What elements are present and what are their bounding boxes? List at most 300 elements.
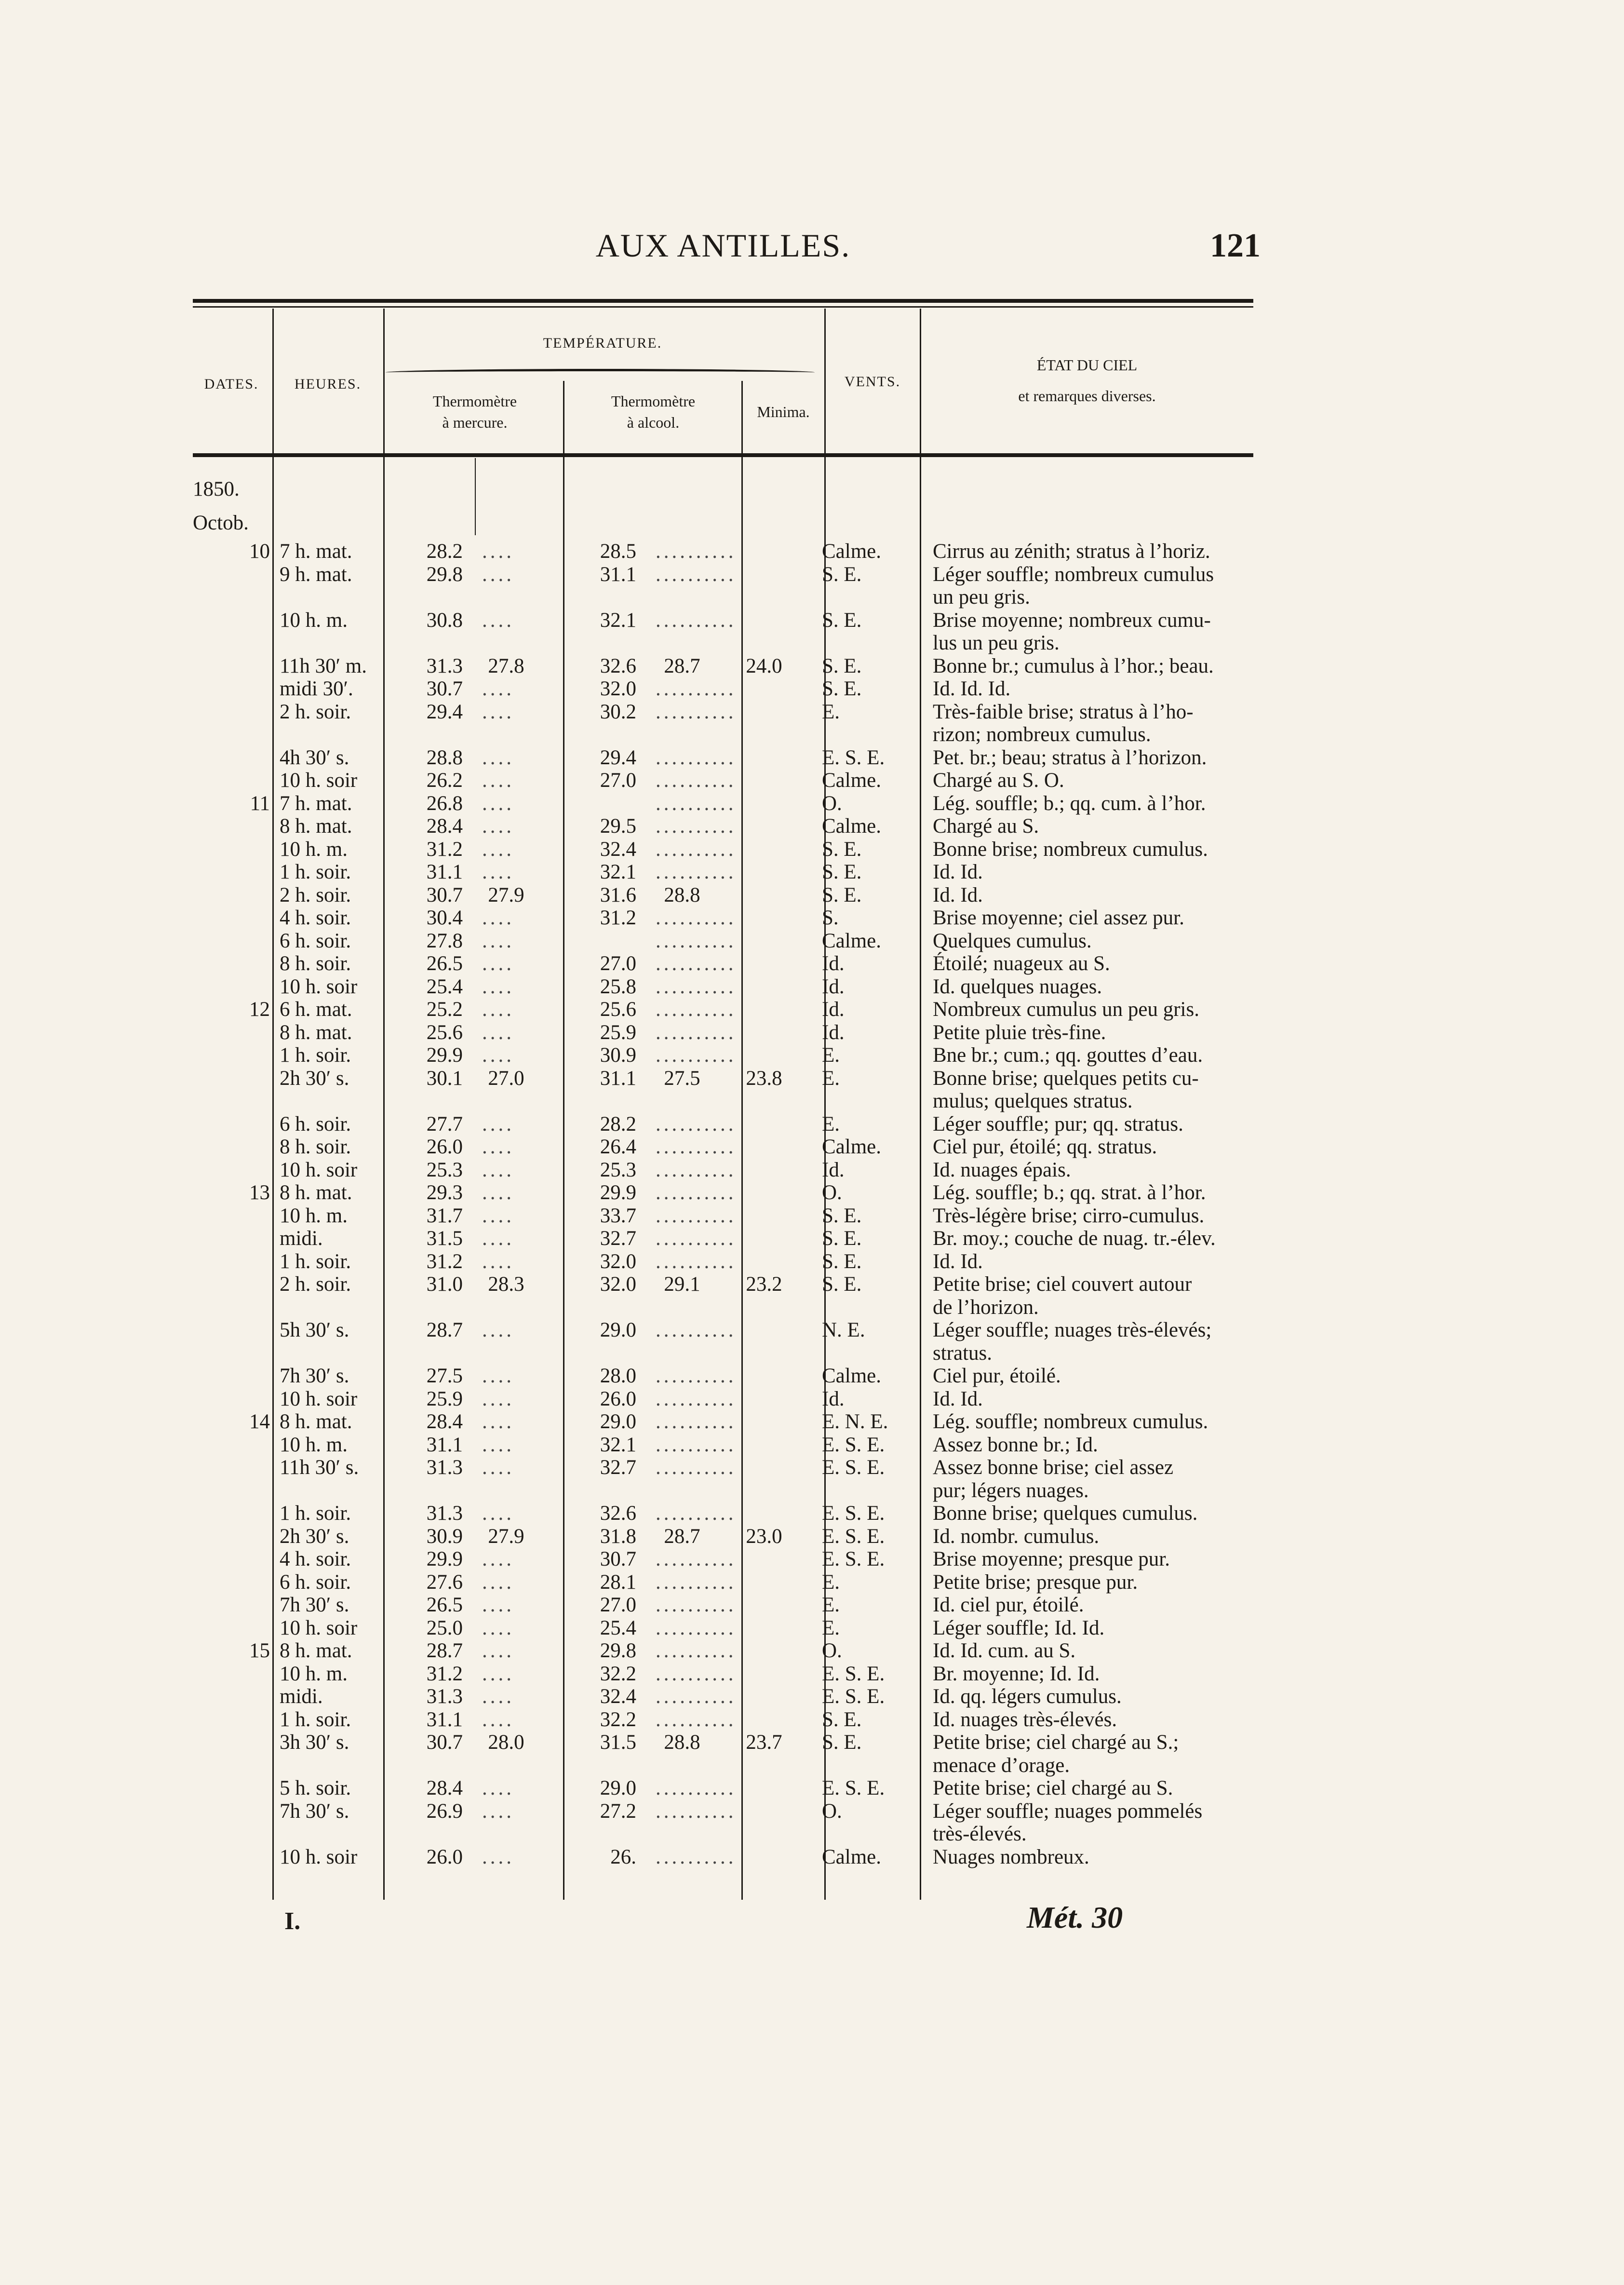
leader-dots: .......... <box>656 998 737 1021</box>
minima-cell: 23.8 <box>746 1067 782 1090</box>
heure-cell: 8 h. mat. <box>280 815 352 838</box>
vent-cell: E. S. E. <box>822 746 885 769</box>
etat-cell: Bonne brise; nombreux cumulus. <box>933 838 1208 861</box>
table-row <box>193 1456 1253 1479</box>
alcool-cell: 31.8 <box>600 1525 636 1548</box>
minima-cell: 23.7 <box>746 1731 782 1754</box>
mercure-cell: 31.3 <box>426 654 463 677</box>
leader-dots: .... <box>482 746 514 769</box>
etat-cell: stratus. <box>933 1341 993 1365</box>
leader-dots: .......... <box>656 1112 737 1136</box>
vent-cell: O. <box>822 1799 842 1823</box>
table-row <box>193 1525 1253 1548</box>
etat-cell: Pet. br.; beau; stratus à l’horizon. <box>933 746 1207 769</box>
alcool-average-cell: 27.5 <box>664 1067 700 1090</box>
table-row <box>193 563 1253 586</box>
heure-cell: 7 h. mat. <box>280 792 352 815</box>
heure-cell: 9 h. mat. <box>280 563 352 586</box>
leader-dots: .......... <box>656 1250 737 1273</box>
alcool-average-cell: 28.7 <box>664 1525 700 1548</box>
alcool-cell: 29.0 <box>600 1410 636 1433</box>
alcool-cell: 32.1 <box>600 1433 636 1456</box>
vent-cell: E. S. E. <box>822 1525 885 1548</box>
leader-dots: .......... <box>656 1662 737 1685</box>
heure-cell: 2h 30′ s. <box>280 1067 349 1090</box>
alcool-cell: 31.6 <box>600 883 636 906</box>
etat-cell: Id. Id. <box>933 1250 983 1273</box>
leader-dots: .......... <box>656 815 737 838</box>
etat-cell: Lég. souffle; nombreux cumulus. <box>933 1410 1208 1433</box>
leader-dots: .......... <box>656 677 737 700</box>
table-row <box>193 723 1253 746</box>
mercure-cell: 28.2 <box>426 540 463 563</box>
alcool-cell: 31.1 <box>600 1067 636 1090</box>
etat-cell: très-élevés. <box>933 1823 1027 1845</box>
mercure-cell: 31.1 <box>426 1433 463 1456</box>
mercure-cell: 25.0 <box>426 1616 463 1639</box>
leader-dots: .......... <box>656 1616 737 1639</box>
etat-cell: Assez bonne brise; ciel assez <box>933 1456 1174 1479</box>
mercure-cell: 31.7 <box>426 1204 463 1227</box>
vent-cell: Calme. <box>822 1365 881 1387</box>
leader-dots: .......... <box>656 1044 737 1067</box>
vent-cell: S. <box>822 906 839 929</box>
mercure-cell: 27.8 <box>426 929 463 952</box>
leader-dots: .... <box>482 1708 514 1731</box>
etat-cell: de l’horizon. <box>933 1296 1039 1319</box>
heure-cell: 5 h. soir. <box>280 1777 351 1799</box>
etat-cell: Étoilé; nuageux au S. <box>933 952 1110 975</box>
leader-dots: .......... <box>656 1708 737 1731</box>
table-row <box>193 1685 1253 1708</box>
leader-dots: .... <box>482 1433 514 1456</box>
vent-cell: Id. <box>822 1021 845 1044</box>
leader-dots: .......... <box>656 1181 737 1204</box>
leader-dots: .... <box>482 1662 514 1685</box>
page-number: 121 <box>1210 227 1261 264</box>
alcool-cell: 32.2 <box>600 1708 636 1731</box>
table-row <box>193 1044 1253 1067</box>
vent-cell: E. <box>822 1112 840 1136</box>
vent-cell: Calme. <box>822 1136 881 1158</box>
vent-cell: S. E. <box>822 838 862 861</box>
alcool-cell: 32.7 <box>600 1456 636 1479</box>
heure-cell: 10 h. soir <box>280 1616 358 1639</box>
etat-cell: Id. Id. <box>933 883 983 906</box>
vent-cell: Calme. <box>822 815 881 838</box>
date-cell: 15 <box>249 1639 270 1662</box>
mercure-cell: 27.6 <box>426 1570 463 1594</box>
heure-cell: 5h 30′ s. <box>280 1319 349 1341</box>
table-row <box>193 1067 1253 1090</box>
mercure-cell: 28.8 <box>426 746 463 769</box>
mercure-average-cell: 28.0 <box>488 1731 524 1754</box>
leader-dots: .... <box>482 1365 514 1387</box>
vent-cell: O. <box>822 1639 842 1662</box>
heure-cell: 6 h. mat. <box>280 998 352 1021</box>
etat-cell: Br. moy.; couche de nuag. tr.-élev. <box>933 1227 1216 1250</box>
date-cell: 10 <box>249 540 270 563</box>
vent-cell: E. N. E. <box>822 1410 888 1433</box>
alcool-cell: 32.4 <box>600 1685 636 1708</box>
heure-cell: 2 h. soir. <box>280 1273 351 1296</box>
top-rule-thin <box>193 306 1253 308</box>
heure-cell: 4 h. soir. <box>280 906 351 929</box>
heure-cell: midi 30′. <box>280 677 353 700</box>
mercure-cell: 27.5 <box>426 1365 463 1387</box>
leader-dots: .... <box>482 769 514 792</box>
heure-cell: 1 h. soir. <box>280 1044 351 1067</box>
top-rule <box>193 299 1253 303</box>
alcool-cell: 29.0 <box>600 1777 636 1799</box>
alcool-cell: 32.1 <box>600 861 636 883</box>
mercure-cell: 31.3 <box>426 1502 463 1525</box>
etat-cell: Petite brise; ciel couvert autour <box>933 1273 1192 1296</box>
table-row <box>193 769 1253 792</box>
mercure-cell: 31.3 <box>426 1456 463 1479</box>
table-row <box>193 1823 1253 1846</box>
table-row <box>193 792 1253 815</box>
table-row <box>193 1296 1253 1319</box>
date-cell: 13 <box>249 1181 270 1204</box>
heure-cell: 8 h. mat. <box>280 1639 352 1662</box>
etat-cell: Nuages nombreux. <box>933 1845 1089 1868</box>
mercure-cell: 28.4 <box>426 1410 463 1433</box>
vent-cell: Calme. <box>822 540 881 563</box>
table-row <box>193 1181 1253 1204</box>
mercure-cell: 31.2 <box>426 1250 463 1273</box>
alcool-cell: 32.2 <box>600 1662 636 1685</box>
vent-cell: S. E. <box>822 1250 862 1273</box>
heure-cell: 10 h. m. <box>280 1662 348 1685</box>
column-header-therm-alcool <box>564 391 742 433</box>
mercure-cell: 30.8 <box>426 608 463 632</box>
vent-cell: S. E. <box>822 1708 862 1731</box>
table-row <box>193 906 1253 930</box>
mercure-average-cell: 27.9 <box>488 883 524 906</box>
mercure-cell: 30.9 <box>426 1525 463 1548</box>
date-cell: 11 <box>250 792 270 815</box>
table-row <box>193 540 1253 563</box>
footer-signature: I. <box>284 1907 301 1935</box>
table-row <box>193 975 1253 999</box>
leader-dots: .......... <box>656 1594 737 1616</box>
observations-table <box>193 540 1253 1868</box>
heure-cell: 7h 30′ s. <box>280 1594 349 1616</box>
page-header-title: AUX ANTILLES. <box>595 227 851 264</box>
leader-dots: .... <box>482 975 514 998</box>
alcool-cell: 29.0 <box>600 1319 636 1341</box>
vent-cell: S. E. <box>822 1227 862 1250</box>
leader-dots: .... <box>482 1181 514 1204</box>
leader-dots: .... <box>482 1639 514 1662</box>
mercure-cell: 31.1 <box>426 861 463 883</box>
mercure-cell: 30.7 <box>426 1731 463 1754</box>
leader-dots: .......... <box>656 1227 737 1250</box>
leader-dots: .... <box>482 563 514 586</box>
mercure-cell: 29.8 <box>426 563 463 586</box>
vent-cell: Calme. <box>822 769 881 792</box>
table-row <box>193 1479 1253 1502</box>
alcool-cell: 25.8 <box>600 975 636 998</box>
leader-dots: .......... <box>656 1204 737 1227</box>
vent-cell: S. E. <box>822 1204 862 1227</box>
mercure-cell: 25.6 <box>426 1021 463 1044</box>
table-row <box>193 1663 1253 1686</box>
alcool-cell: 25.3 <box>600 1158 636 1181</box>
vline-mercure-avg <box>475 458 476 535</box>
heure-cell: 1 h. soir. <box>280 1502 351 1525</box>
vent-cell: Id. <box>822 952 845 975</box>
mercure-cell: 26.9 <box>426 1799 463 1823</box>
leader-dots: .... <box>482 998 514 1021</box>
table-row <box>193 1090 1253 1113</box>
alcool-cell: 26.0 <box>600 1387 636 1410</box>
mercure-cell: 25.3 <box>426 1158 463 1181</box>
vent-cell: N. E. <box>822 1319 865 1341</box>
leader-dots: .... <box>482 815 514 838</box>
etat-cell: Petite brise; ciel chargé au S.; <box>933 1731 1179 1754</box>
alcool-cell: 31.5 <box>600 1731 636 1754</box>
heure-cell: 6 h. soir. <box>280 1112 351 1136</box>
leader-dots: .... <box>482 1570 514 1594</box>
heure-cell: 1 h. soir. <box>280 861 351 883</box>
etat-cell: Petite pluie très-fine. <box>933 1021 1106 1044</box>
mercure-cell: 26.5 <box>426 952 463 975</box>
mercure-cell: 31.2 <box>426 838 463 861</box>
therm-mercure-line2: à mercure. <box>442 414 508 431</box>
alcool-cell: 32.0 <box>600 677 636 700</box>
leader-dots: .... <box>482 1845 514 1868</box>
leader-dots: .......... <box>656 1319 737 1341</box>
alcool-cell: 25.9 <box>600 1021 636 1044</box>
etat-cell: Bonne br.; cumulus à l’hor.; beau. <box>933 654 1214 677</box>
vent-cell: O. <box>822 1181 842 1204</box>
leader-dots: .... <box>482 792 514 815</box>
alcool-cell: 29.9 <box>600 1181 636 1204</box>
etat-cell: Très-légère brise; cirro-cumulus. <box>933 1204 1205 1227</box>
etat-cell: Assez bonne br.; Id. <box>933 1433 1098 1456</box>
table-row <box>193 861 1253 884</box>
etat-cell: Brise moyenne; nombreux cumu- <box>933 608 1211 632</box>
etat-cell: Bne br.; cum.; qq. gouttes d’eau. <box>933 1044 1203 1067</box>
heure-cell: 10 h. soir <box>280 769 358 792</box>
leader-dots: .... <box>482 540 514 563</box>
leader-dots: .......... <box>656 563 737 586</box>
etat-cell: Léger souffle; nombreux cumulus <box>933 563 1214 586</box>
etat-cell: Petite brise; ciel chargé au S. <box>933 1777 1173 1799</box>
leader-dots: .... <box>482 1616 514 1639</box>
alcool-cell: 27.0 <box>600 952 636 975</box>
mercure-cell: 26.5 <box>426 1594 463 1616</box>
etat-cell: pur; légers nuages. <box>933 1479 1089 1502</box>
etat-cell: Très-faible brise; stratus à l’ho- <box>933 700 1194 723</box>
minima-cell: 24.0 <box>746 654 782 677</box>
alcool-cell: 27.0 <box>600 1594 636 1616</box>
leader-dots: .... <box>482 608 514 632</box>
alcool-cell: 29.8 <box>600 1639 636 1662</box>
leader-dots: .......... <box>656 1456 737 1479</box>
mercure-cell: 26.0 <box>426 1845 463 1868</box>
mercure-average-cell: 28.3 <box>488 1273 524 1296</box>
etat-cell: Lég. souffle; b.; qq. cum. à l’hor. <box>933 792 1206 815</box>
vent-cell: E. <box>822 1616 840 1639</box>
leader-dots: .......... <box>656 975 737 998</box>
alcool-cell: 27.2 <box>600 1799 636 1823</box>
vent-cell: E. <box>822 700 840 723</box>
leader-dots: .... <box>482 700 514 723</box>
therm-alcool-line1: Thermomètre <box>611 392 696 410</box>
leader-dots: .... <box>482 1319 514 1341</box>
alcool-cell: 30.9 <box>600 1044 636 1067</box>
etat-cell: Bonne brise; quelques cumulus. <box>933 1502 1198 1525</box>
heure-cell: 2h 30′ s. <box>280 1525 349 1548</box>
table-row <box>193 1846 1253 1869</box>
mercure-cell: 30.7 <box>426 883 463 906</box>
table-row <box>193 1433 1253 1457</box>
heure-cell: 4h 30′ s. <box>280 746 349 769</box>
vent-cell: S. E. <box>822 861 862 883</box>
alcool-cell: 32.0 <box>600 1273 636 1296</box>
heure-cell: 10 h. soir <box>280 1845 358 1868</box>
table-row <box>193 884 1253 907</box>
vent-cell: S. E. <box>822 563 862 586</box>
mercure-cell: 30.1 <box>426 1067 463 1090</box>
vent-cell: E. S. E. <box>822 1456 885 1479</box>
table-row <box>193 1113 1253 1136</box>
vent-cell: Calme. <box>822 1845 881 1868</box>
leader-dots: .... <box>482 1021 514 1044</box>
column-header-minima: Minima. <box>757 403 810 420</box>
mercure-cell: 28.4 <box>426 815 463 838</box>
etat-cell: Id. quelques nuages. <box>933 975 1102 998</box>
mercure-cell: 31.3 <box>426 1685 463 1708</box>
leader-dots: .... <box>482 677 514 700</box>
alcool-cell: 32.6 <box>600 654 636 677</box>
leader-dots: .... <box>482 1410 514 1433</box>
mercure-cell: 25.2 <box>426 998 463 1021</box>
column-header-vents: VENTS. <box>844 374 901 390</box>
date-cell: 14 <box>249 1410 270 1433</box>
table-row <box>193 1800 1253 1823</box>
etat-cell: Léger souffle; nuages très-élevés; <box>933 1319 1212 1341</box>
mercure-cell: 31.5 <box>426 1227 463 1250</box>
vent-cell: Id. <box>822 1158 845 1181</box>
alcool-cell: 28.1 <box>600 1570 636 1594</box>
heure-cell: 7 h. mat. <box>280 540 352 563</box>
temperature-brace <box>386 369 815 376</box>
leader-dots: .......... <box>656 838 737 861</box>
table-row <box>193 632 1253 655</box>
mercure-cell: 26.8 <box>426 792 463 815</box>
vent-cell: Calme. <box>822 929 881 952</box>
heure-cell: 3h 30′ s. <box>280 1731 349 1754</box>
vent-cell: E. S. E. <box>822 1433 885 1456</box>
leader-dots: .......... <box>656 1410 737 1433</box>
table-row <box>193 1365 1253 1388</box>
vent-cell: S. E. <box>822 883 862 906</box>
leader-dots: .... <box>482 1387 514 1410</box>
heure-cell: 8 h. soir. <box>280 952 351 975</box>
etat-cell: Id. Id. cum. au S. <box>933 1639 1076 1662</box>
heure-cell: 10 h. m. <box>280 838 348 861</box>
mercure-cell: 28.7 <box>426 1319 463 1341</box>
vent-cell: Id. <box>822 1387 845 1410</box>
vent-cell: E. <box>822 1044 840 1067</box>
therm-mercure-line1: Thermomètre <box>432 392 517 410</box>
leader-dots: .... <box>482 838 514 861</box>
alcool-cell: 30.2 <box>600 700 636 723</box>
table-row <box>193 1639 1253 1663</box>
etat-cell: Petite brise; presque pur. <box>933 1570 1138 1594</box>
leader-dots: .......... <box>656 792 737 815</box>
leader-dots: .... <box>482 1594 514 1616</box>
leader-dots: .......... <box>656 746 737 769</box>
etat-cell: Ciel pur, étoilé; qq. stratus. <box>933 1136 1157 1158</box>
alcool-cell: 31.1 <box>600 563 636 586</box>
vent-cell: E. S. E. <box>822 1777 885 1799</box>
table-row <box>193 1319 1253 1342</box>
heure-cell: 8 h. mat. <box>280 1181 352 1204</box>
heure-cell: 2 h. soir. <box>280 700 351 723</box>
etat-cell: Lég. souffle; b.; qq. strat. à l’hor. <box>933 1181 1206 1204</box>
leader-dots: .......... <box>656 1639 737 1662</box>
etat-cell: Léger souffle; nuages pommelés <box>933 1799 1203 1823</box>
mercure-cell: 29.4 <box>426 700 463 723</box>
table-row <box>193 677 1253 701</box>
mercure-cell: 29.9 <box>426 1044 463 1067</box>
leader-dots: .... <box>482 1456 514 1479</box>
month-label: Octob. <box>193 512 249 534</box>
heure-cell: 10 h. m. <box>280 1204 348 1227</box>
leader-dots: .......... <box>656 1021 737 1044</box>
alcool-cell: 27.0 <box>600 769 636 792</box>
alcool-average-cell: 28.8 <box>664 1731 700 1754</box>
table-row <box>193 1250 1253 1273</box>
vent-cell: E. S. E. <box>822 1662 885 1685</box>
table-row <box>193 930 1253 953</box>
alcool-cell: 28.5 <box>600 540 636 563</box>
etat-cell: un peu gris. <box>933 586 1030 608</box>
alcool-cell: 32.4 <box>600 838 636 861</box>
etat-cell: mulus; quelques stratus. <box>933 1090 1133 1112</box>
heure-cell: midi. <box>280 1227 323 1250</box>
etat-cell: Id. Id. <box>933 1387 983 1410</box>
etat-line2: et remarques diverses. <box>1018 387 1156 405</box>
table-row <box>193 1136 1253 1159</box>
table-row <box>193 1388 1253 1411</box>
leader-dots: .... <box>482 1799 514 1823</box>
leader-dots: .......... <box>656 769 737 792</box>
table-row <box>193 1273 1253 1296</box>
alcool-cell: 25.4 <box>600 1616 636 1639</box>
etat-cell: Chargé au S. <box>933 815 1039 838</box>
vent-cell: S. E. <box>822 608 862 632</box>
leader-dots: .......... <box>656 540 737 563</box>
etat-cell: Nombreux cumulus un peu gris. <box>933 998 1199 1021</box>
heure-cell: 11h 30′ s. <box>280 1456 359 1479</box>
table-row <box>193 998 1253 1021</box>
leader-dots: .... <box>482 952 514 975</box>
alcool-cell: 30.7 <box>600 1548 636 1570</box>
alcool-cell: 31.2 <box>600 906 636 929</box>
etat-cell: Léger souffle; Id. Id. <box>933 1616 1105 1639</box>
alcool-average-cell: 29.1 <box>664 1273 700 1296</box>
heure-cell: 10 h. m. <box>280 1433 348 1456</box>
alcool-cell: 29.5 <box>600 815 636 838</box>
leader-dots: .......... <box>656 1845 737 1868</box>
heure-cell: 8 h. soir. <box>280 1136 351 1158</box>
